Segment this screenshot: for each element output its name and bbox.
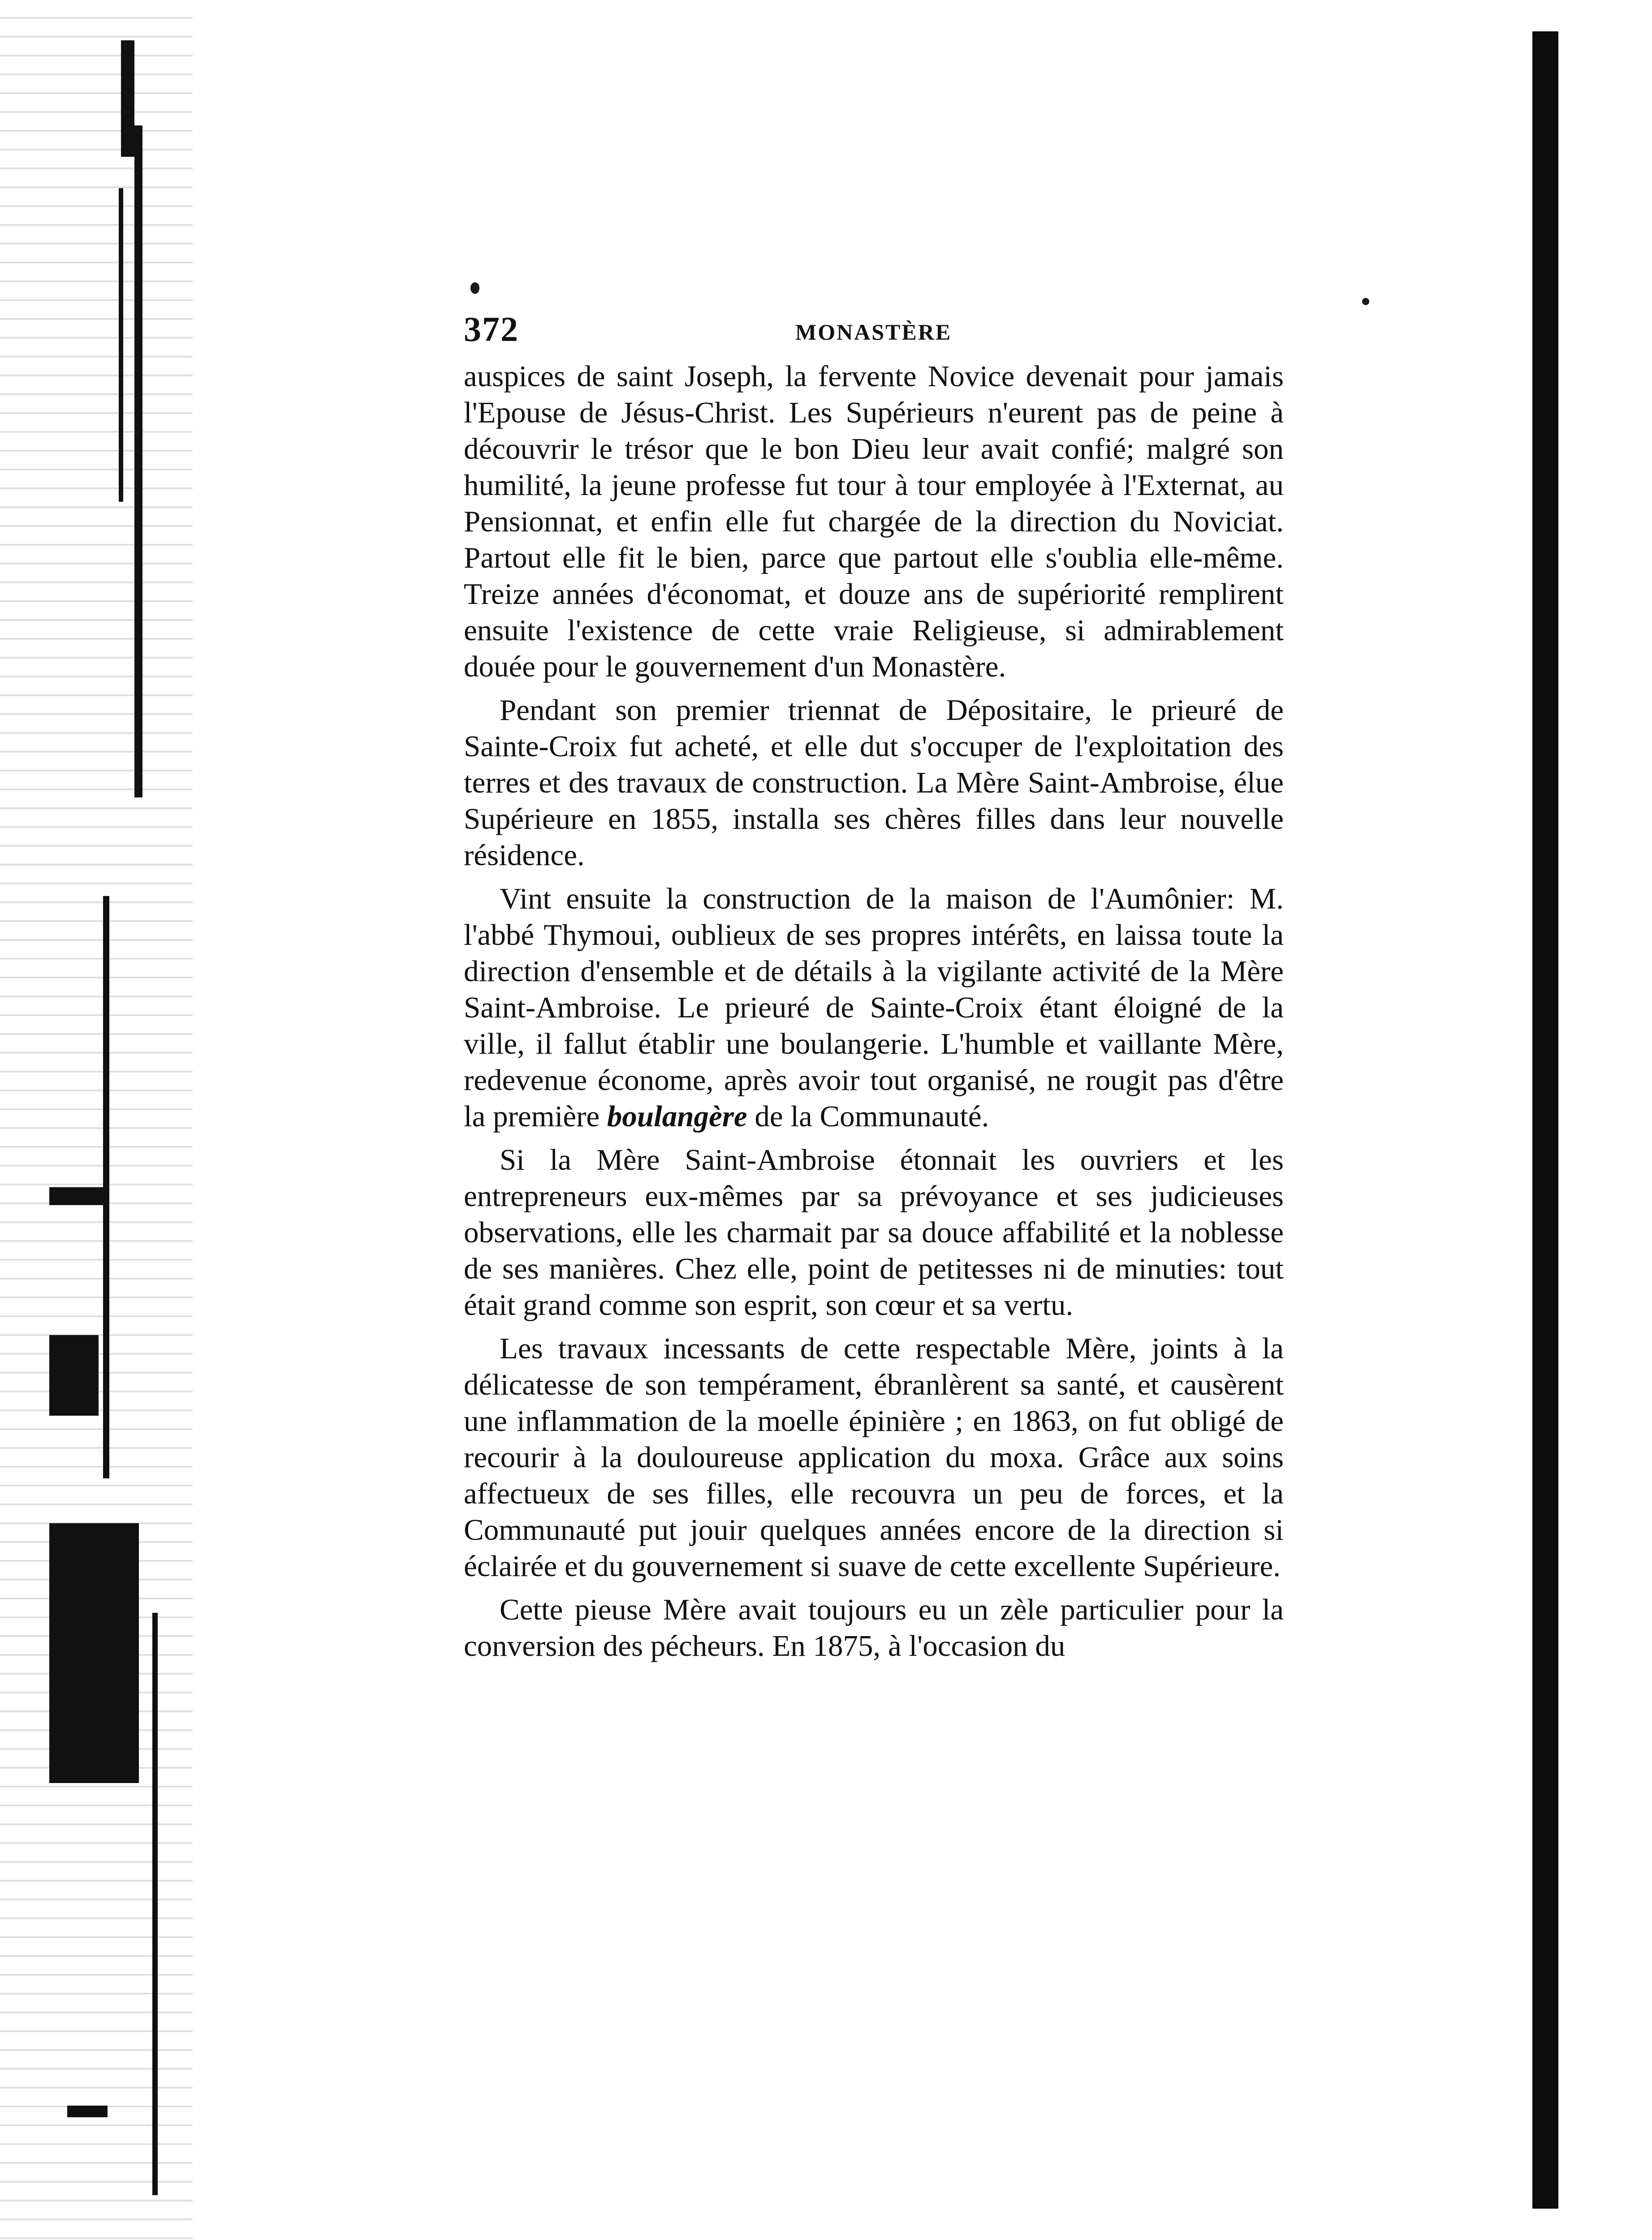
page-header [464,309,1284,358]
body-paragraph: Si la Mère Saint-Ambroise étonnait les ouvriers et les entrepreneurs eux-mêmes par sa prévoyance et ses judicieuses observations, elle les charmait par sa douce affabilité et la noblesse de ses manières. Chez elle, point de petitesses ni de minuties: tout était grand comme son esprit, son cœur et sa vertu. [464,1143,1284,1322]
paragraph-text: Vint ensuite la construction de la maison de l'Aumônier: M. l'abbé Thymoui, oublieux de ses propres intérêts, en laissa toute la direction d'ensemble et de détails à la vigilante activité de la Mère Saint-Ambroise. Le prieuré de Sainte-Croix étant éloigné de la ville, il fallut établir une boulangerie. L'humble et vaillante Mère, redevenue économe, après avoir tout organisé, ne rougit pas d'être la première [464,882,1284,1133]
scan-artifact [49,1335,99,1416]
scan-artifact [121,40,134,157]
paragraph-text: de la Communauté. [747,1100,989,1133]
scan-edge-left [0,0,193,2240]
scan-artifact [152,1613,158,2195]
scan-artifact [67,2106,108,2117]
body-paragraph [464,881,1284,1135]
body-paragraph: Les travaux incessants de cette respectable Mère, joints à la délicatesse de son tempérament, ébranlèrent sa santé, et causèrent une inflammation de la moelle épinière ; en 1863, on fut obligé de recourir à la douloureuse application du moxa. Grâce aux soins affectueux de ses filles, elle recouvra un peu de forces, et la Communauté put jouir quelques années encore de la direction si éclairée et du gouvernement si suave de cette excellente Supérieure. [464,1332,1284,1583]
body-paragraph: Pendant son premier triennat de Dépositaire, le prieuré de Sainte-Croix fut acheté, et elle dut s'occuper de l'exploitation des terres et des travaux de construction. La Mère Saint-Ambroise, élue Supérieure en 1855, installa ses chères filles dans leur nouvelle résidence. [464,694,1284,872]
scan-artifact [49,1187,103,1205]
scan-artifact [49,1523,139,1783]
scan-edge-right [1532,31,1558,2209]
page-number: 372 [464,310,519,349]
book-page [464,309,1284,1664]
scan-artifact [134,125,142,797]
running-head: MONASTÈRE [795,319,952,345]
scan-artifact [119,188,123,502]
ink-speck [1362,298,1369,305]
emphasized-word: boulangère [607,1100,747,1133]
body-paragraph: auspices de saint Joseph, la fervente Novice devenait pour jamais l'Epouse de Jésus-Christ. Les Supérieurs n'eurent pas de peine à découvrir le trésor que le bon Dieu leur avait confié; malgré son humilité, la jeune professe fut tour à tour employée à l'Externat, au Pensionnat, et enfin elle fut chargée de la direction du Noviciat. Partout elle fit le bien, parce que partout elle s'oublia elle-même. Treize années d'économat, et douze ans de supériorité remplirent ensuite l'existence de cette vraie Religieuse, si admirablement douée pour le gouvernement d'un Monastère. [464,360,1284,683]
ink-speck [470,282,479,294]
body-paragraph: Cette pieuse Mère avait toujours eu un zèle particulier pour la conversion des pécheurs. En 1875, à l'occasion du [464,1593,1284,1663]
scan-artifact [103,896,109,1478]
